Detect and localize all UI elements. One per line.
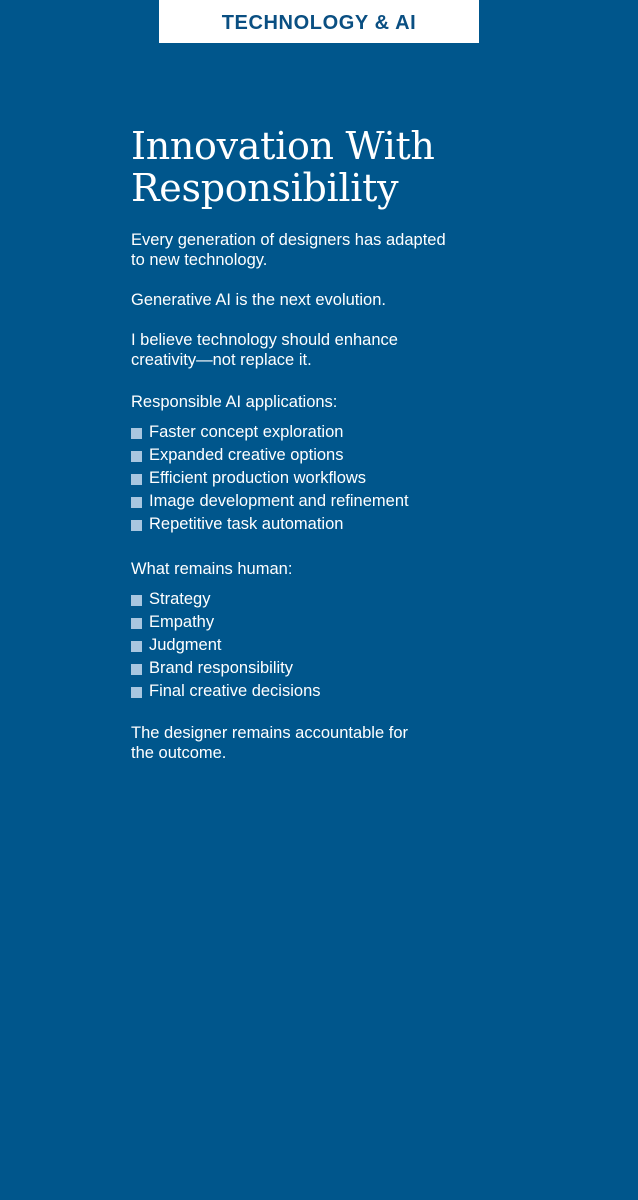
page-title-line-1: Innovation With — [131, 124, 435, 168]
closing-line-1: The designer remains accountable for — [131, 724, 408, 742]
list-item-text: Final creative decisions — [149, 682, 321, 700]
square-bullet-icon — [131, 497, 142, 508]
list-item — [131, 588, 511, 611]
list-item — [131, 467, 511, 490]
list-item-text: Expanded creative options — [149, 446, 344, 464]
list-item-text: Faster concept exploration — [149, 423, 344, 441]
square-bullet-icon — [131, 618, 142, 629]
list-item-text: Judgment — [149, 636, 222, 654]
page-content — [131, 125, 511, 763]
square-bullet-icon — [131, 595, 142, 606]
page-title — [131, 125, 511, 209]
list-item — [131, 657, 511, 680]
page-title-line-2: Responsibility — [131, 166, 399, 210]
intro-paragraph — [131, 230, 511, 270]
belief-line-1: I believe technology should enhance — [131, 331, 398, 349]
list-item-text: Image development and refinement — [149, 492, 409, 510]
square-bullet-icon — [131, 641, 142, 652]
human-list — [131, 588, 511, 703]
list-item-text: Efficient production workflows — [149, 469, 367, 487]
responsible-ai-list — [131, 421, 511, 536]
list-item-text: Brand responsibility — [149, 659, 293, 677]
square-bullet-icon — [131, 474, 142, 485]
square-bullet-icon — [131, 687, 142, 698]
evolution-paragraph: Generative AI is the next evolution. — [131, 291, 386, 309]
human-heading: What remains human: — [131, 560, 293, 578]
list-item — [131, 513, 511, 536]
list-item-text: Repetitive task automation — [149, 515, 344, 533]
closing-line-2: the outcome. — [131, 744, 227, 762]
square-bullet-icon — [131, 520, 142, 531]
belief-line-2: creativity—not replace it. — [131, 351, 312, 369]
list-item-text: Empathy — [149, 613, 215, 631]
list-item-text: Strategy — [149, 590, 211, 608]
list-item — [131, 611, 511, 634]
closing-paragraph — [131, 723, 511, 763]
list-item — [131, 421, 511, 444]
intro-line-1: Every generation of designers has adapted — [131, 231, 446, 249]
list-item — [131, 444, 511, 467]
section-tab-label: TECHNOLOGY & AI — [221, 12, 417, 34]
list-item — [131, 680, 511, 703]
square-bullet-icon — [131, 451, 142, 462]
section-tab — [159, 0, 479, 43]
responsible-ai-heading: Responsible AI applications: — [131, 393, 338, 411]
square-bullet-icon — [131, 664, 142, 675]
intro-line-2: to new technology. — [131, 251, 268, 269]
belief-paragraph — [131, 330, 511, 370]
list-item — [131, 634, 511, 657]
square-bullet-icon — [131, 428, 142, 439]
list-item — [131, 490, 511, 513]
